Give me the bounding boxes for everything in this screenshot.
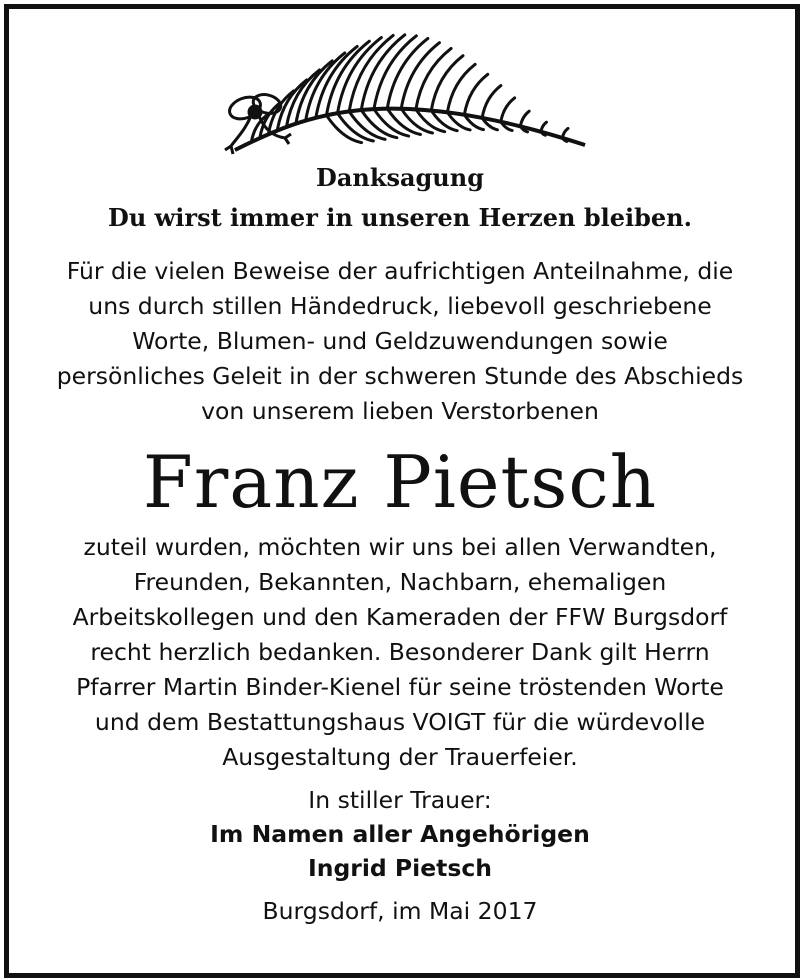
- deceased-name: Franz Pietsch: [142, 440, 658, 524]
- text-line: Arbeitskollegen und den Kameraden der FFW Burgsdorf: [72, 603, 728, 631]
- paragraph-thanks: [0, 530, 800, 775]
- motto: Du wirst immer in unseren Herzen bleiben.: [108, 203, 692, 232]
- text-line: persönliches Geleit in der schweren Stunde des Abschieds: [56, 362, 744, 390]
- mourning-intro: In stiller Trauer:: [308, 786, 492, 814]
- text-line: Worte, Blumen- und Geldzuwendungen sowie: [132, 327, 668, 355]
- place-date: Burgsdorf, im Mai 2017: [262, 897, 538, 925]
- mourning-family: Im Namen aller Angehörigen: [210, 820, 590, 848]
- paragraph-intro: [0, 254, 800, 429]
- palm-frond-icon: [215, 20, 600, 160]
- text-line: Für die vielen Beweise der aufrichtigen Anteilnahme, die: [66, 257, 734, 285]
- mourning-signature: Ingrid Pietsch: [307, 854, 493, 882]
- mourning-block: [0, 783, 800, 885]
- text-line: Ausgestaltung der Trauerfeier.: [222, 743, 578, 771]
- text-line: von unserem lieben Verstorbenen: [201, 397, 599, 425]
- text-line: Pfarrer Martin Binder-Kienel für seine tröstenden Worte: [76, 673, 724, 701]
- text-line: zuteil wurden, möchten wir uns bei allen Verwandten,: [83, 533, 717, 561]
- text-line: Freunden, Bekannten, Nachbarn, ehemaligen: [133, 568, 667, 596]
- text-line: und dem Bestattungshaus VOIGT für die würdevolle: [94, 708, 706, 736]
- text-line: recht herzlich bedanken. Besonderer Dank gilt Herrn: [90, 638, 710, 666]
- heading: Danksagung: [316, 163, 484, 192]
- text-line: uns durch stillen Händedruck, liebevoll geschriebene: [88, 292, 712, 320]
